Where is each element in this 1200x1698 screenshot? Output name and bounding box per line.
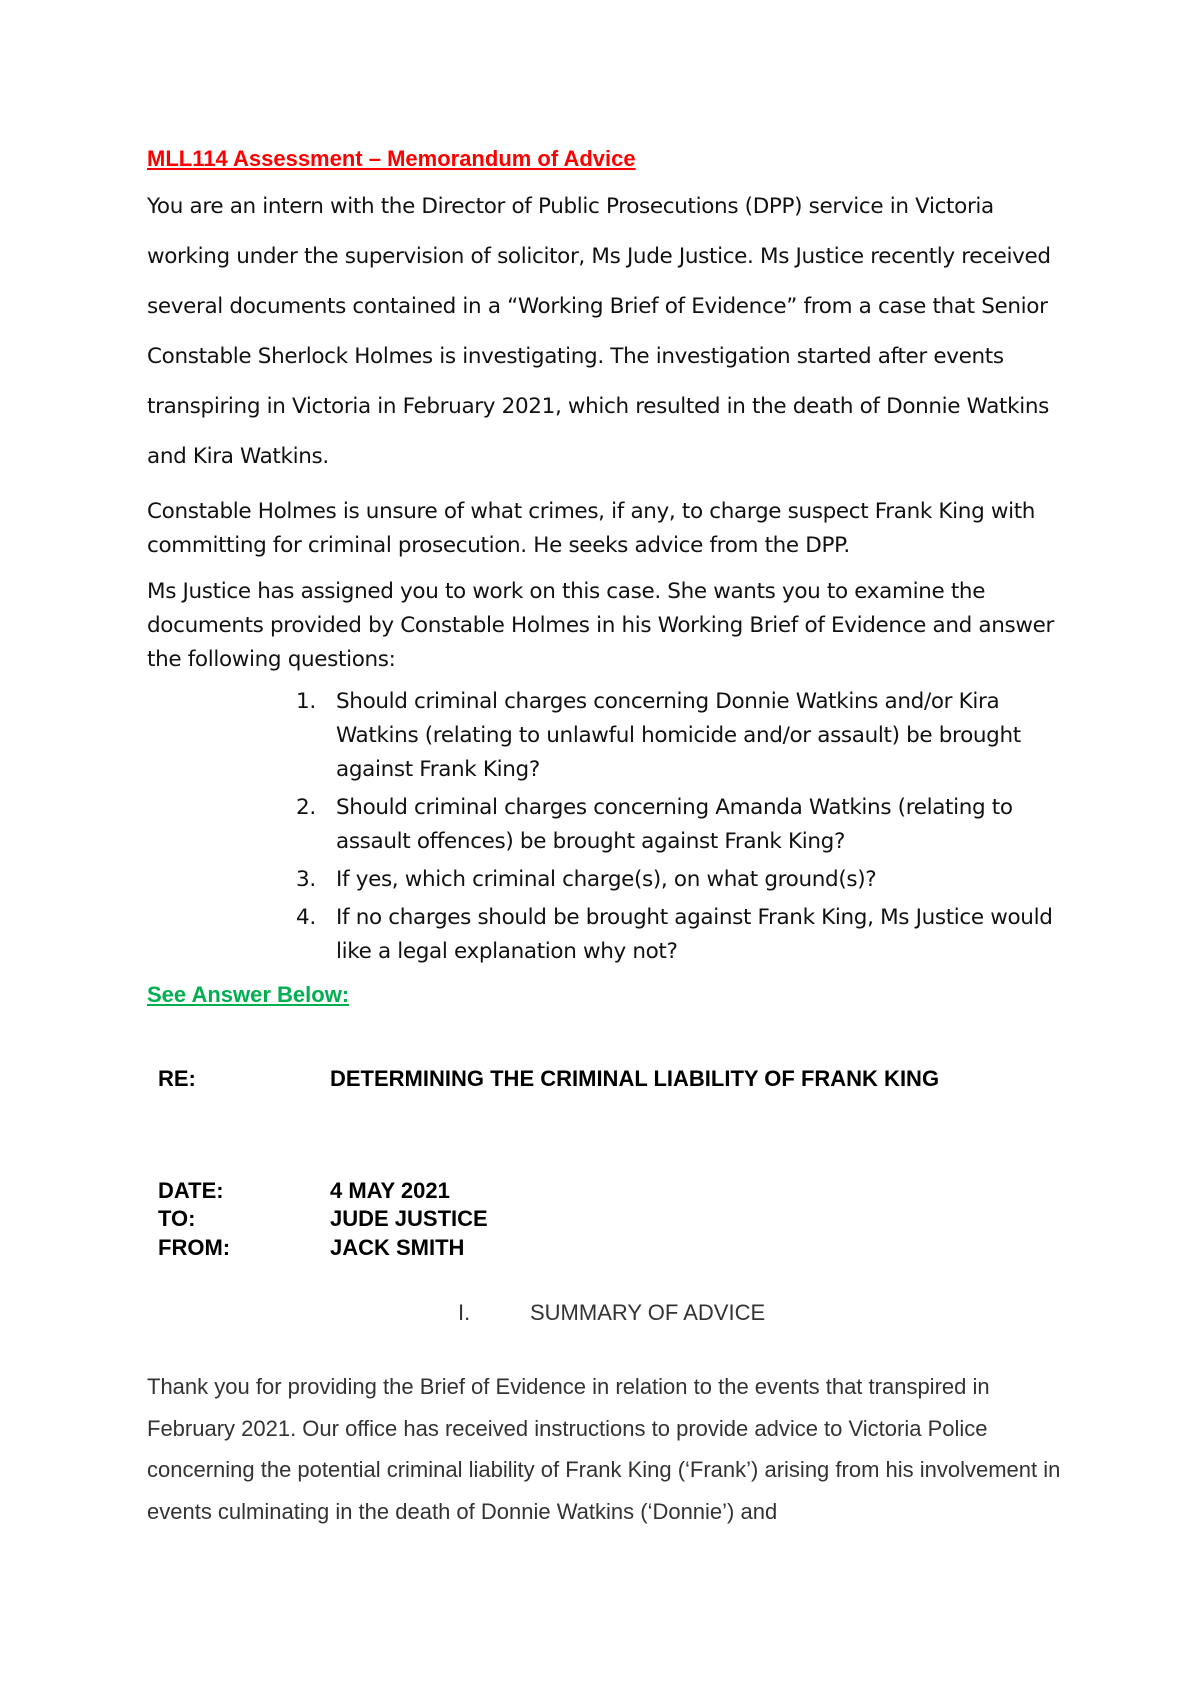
question-item <box>296 901 1066 969</box>
paragraph-assignment: Ms Justice has assigned you to work on this case. She wants you to examine the documents provided by Constable Holmes in his Working Brief of Evidence and answer the following questions: <box>147 579 1054 672</box>
question-text: If no charges should be brought against Frank King, Ms Justice would like a legal explanation why not? <box>336 905 1053 964</box>
summary-paragraph: Thank you for providing the Brief of Evidence in relation to the events that transpired in February 2021. Our office has received instructions to provide advice to Victoria Police concerning the potential criminal liability of Frank King (‘Frank’) arising from his involvement in events culminating in the death of Donnie Watkins (‘Donnie’) and <box>147 1374 1061 1524</box>
see-answer-link[interactable]: See Answer Below: <box>147 982 350 1007</box>
memo-from-label: FROM: <box>158 1235 231 1260</box>
memo-date-value: 4 MAY 2021 <box>330 1178 450 1203</box>
question-item <box>296 863 1066 897</box>
memo-date-label: DATE: <box>158 1178 224 1203</box>
question-number: 2. <box>296 795 316 820</box>
question-text: If yes, which criminal charge(s), on what ground(s)? <box>336 867 877 892</box>
question-number: 1. <box>296 689 316 714</box>
memo-to-value: JUDE JUSTICE <box>330 1206 488 1231</box>
paragraph-constable: Constable Holmes is unsure of what crimes, if any, to charge suspect Frank King with committing for criminal prosecution. He seeks advice from the DPP. <box>147 499 1036 558</box>
memo-from-value: JACK SMITH <box>330 1235 465 1260</box>
question-item <box>296 685 1066 787</box>
question-text: Should criminal charges concerning Amanda Watkins (relating to assault offences) be brought against Frank King? <box>336 795 1013 854</box>
section-title: SUMMARY OF ADVICE <box>530 1300 766 1325</box>
question-number: 3. <box>296 867 316 892</box>
questions-list <box>296 685 1066 973</box>
document-title: MLL114 Assessment – Memorandum of Advice <box>147 146 636 171</box>
memo-re-label: RE: <box>158 1066 196 1091</box>
memo-to-label: TO: <box>158 1206 196 1231</box>
question-item <box>296 791 1066 859</box>
question-text: Should criminal charges concerning Donnie Watkins and/or Kira Watkins (relating to unlawful homicide and/or assault) be brought against Frank King? <box>336 689 1021 782</box>
question-number: 4. <box>296 905 316 930</box>
section-number: I. <box>458 1300 471 1325</box>
intro-paragraph: You are an intern with the Director of Public Prosecutions (DPP) service in Victoria working under the supervision of solicitor, Ms Jude Justice. Ms Justice recently received several documents contained in a “Working Brief of Evidence” from a case that Senior Constable Sherlock Holmes is investigating. The investigation started after events transpiring in Victoria in February 2021, which resulted in the death of Donnie Watkins and Kira Watkins. <box>147 194 1051 469</box>
memo-re-value: DETERMINING THE CRIMINAL LIABILITY OF FRANK KING <box>330 1066 940 1091</box>
